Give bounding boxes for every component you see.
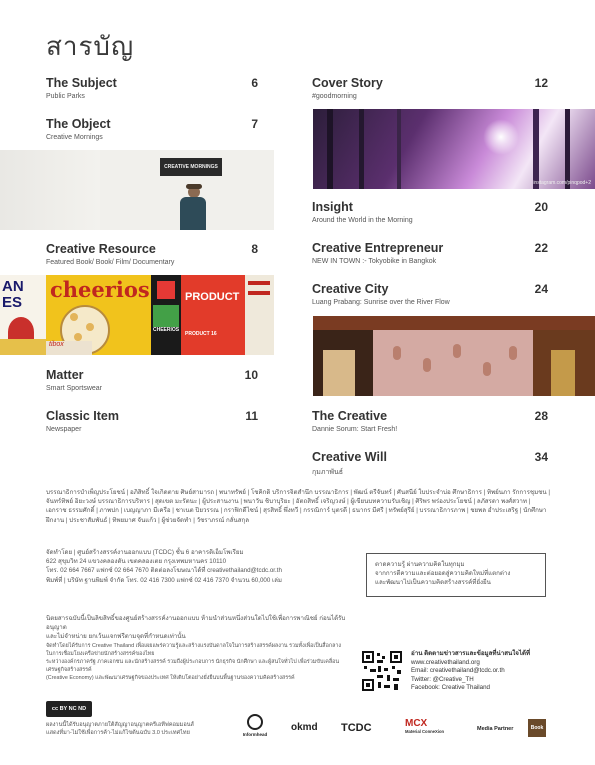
disclaimer-line: และไม่จำหน่าย ยกเว้นแจกฟรีตามจุดที่กำหนดเท่านั้น: [46, 633, 186, 641]
toc-entry-cover-story[interactable]: [312, 76, 548, 100]
toc-entry-classic-item[interactable]: [46, 409, 258, 433]
toc-entry-creative-resource[interactable]: [46, 242, 258, 266]
contact-info: [411, 650, 561, 693]
cover-photo-caption: instagram.com/pinqpod+2: [533, 180, 591, 186]
disclaimer-line: นิตยสารฉบับนี้เป็นลิขสิทธิ์ของศูนย์สร้างสรรค์งานออกแบบ ห้ามนำส่วนหนึ่งส่วนใดไปใช้เพื่อการพาณิชย์ ก่อนได้รับอนุญาต: [46, 615, 346, 632]
toc-entry-subtitle: Featured Book/ Book/ Film/ Documentary: [46, 259, 175, 266]
toc-entry-the-subject[interactable]: [46, 76, 258, 100]
tcdc-logo: TCDC: [341, 722, 372, 734]
toc-entry-subtitle: #goodmorning: [312, 93, 357, 100]
disclaimer-line: (Creative Economy) และพัฒนาเศรษฐกิจของประเทศ ให้เติบโตอย่างยั่งยืนบนพื้นฐานของความคิดสร้างสรรค์: [46, 675, 295, 681]
toc-entry-title: Classic Item: [46, 409, 119, 423]
book-logo: Book: [528, 719, 546, 737]
toc-entry-title: Matter: [46, 368, 84, 382]
okmd-logo: okmd: [291, 722, 318, 733]
address-line: 622 สุขุมวิท 24 แขวงคลองตัน เขตคลองเตย กรุงเทพมหานคร 10110: [46, 558, 227, 566]
media-partner-label: Media Partner: [477, 726, 514, 732]
address-line: โทร. 02 664 7667 แฟกซ์ 02 664 7670 ติดต่อลงโฆษณาได้ที่ creativethailand@tcdc.or.th: [46, 567, 282, 575]
toc-entry-title: Creative City: [312, 282, 389, 296]
toc-entry-page: 22: [534, 241, 548, 255]
twitter-link[interactable]: Twitter: @Creative_TH: [411, 675, 474, 683]
toc-entry-title: Insight: [312, 200, 353, 214]
page-title: สารบัญ: [46, 31, 135, 61]
disclaimer-line: ระหว่างองค์กรภาครัฐ ภาคเอกชน และนักสร้างสรรค์ รวมถึงผู้ประกอบการ นักธุรกิจ นักศึกษา และผู้สนใจทั่วไป เพื่อร่วมขับเคลื่อนเศรษฐกิจสร้างสรรค์: [46, 659, 340, 673]
license-text: [46, 721, 246, 737]
toc-entry-page: 12: [534, 76, 548, 90]
toc-entry-subtitle: Creative Mornings: [46, 134, 103, 141]
partial-box-text: AN: [2, 278, 24, 295]
contact-heading: อ่าน ติดตามข่าวสารและข้อมูลที่น่าสนใจได้ที่: [411, 650, 531, 657]
toc-entry-page: 8: [251, 242, 258, 256]
note-line: จากการตีความและต่อยอดสู่ความคิดใหม่ที่แตกต่าง: [375, 570, 511, 577]
staff-credits: บรรณาธิการบำเพ็ญประโยชน์ | อภิสิทธิ์ ใจเกิดตาย ศิษย์สามารถ | พนาทรัพย์ | โชคิกดิ บริการจิตสำนึก บรรณาธิการ | พัฒน์ ตรีจันทร์ | ศันสนีย์ ใบประจำบ่อ ศึกษาธิการ | ทิพย์นภา รักการชุมชน | จันทร์ทิพย์ อิยะวงษ์ บรรณาธิการบริหาร | สุดเขต มะรัตนะ | ผู้ประสานงาน | พนาวัน ชิบาบุริยะ | อัตถสิทธิ์ เจริญวงษ์ | ผู้เขียนบทความรับเชิญ | ศิริพร พร่องประโยชน์ | ลภัสรดา พงศ์สวาท | เอกราช ธรรมศักดิ์ | ภาพปก | เบญญาภา มีเครือ | ชาเนต ปิยวรรณ | กราฟิกดีไซน์ | สุรสิทธิ์ พึ่งทวี | กรรณิการ์ บุตรดี | ธนากร มีศรี | ทรัพย์สุรีย์ | บรรณาธิการภาพ | ชยพล อ่ำประเสริฐ | นักศึกษาฝึกงาน | ประชาสัมพันธ์ | ทิพยมาศ จันแก้ว | ผู้ช่วยจัดทำ | วัชราภรณ์ กลั่นสกุล: [46, 489, 550, 524]
creative-commons-badge[interactable]: cc BY NC ND: [46, 701, 92, 717]
toc-entry-subtitle: Around the World in the Morning: [312, 217, 413, 224]
toc-entry-subtitle: Newspaper: [46, 426, 82, 433]
toc-entry-matter[interactable]: [46, 368, 258, 392]
toc-entry-page: 34: [534, 450, 548, 464]
toc-entry-subtitle: NEW IN TOWN :- Tokyobike in Bangkok: [312, 258, 437, 265]
toc-entry-creative-city[interactable]: [312, 282, 548, 306]
address-line: จัดทำโดย | ศูนย์สร้างสรรค์งานออกแบบ (TCDC) ชั้น 6 อาคารดิเอ็มโพเรียม: [46, 549, 244, 556]
toc-entry-subtitle: Smart Sportswear: [46, 385, 103, 392]
toc-entry-creative-entrepreneur[interactable]: [312, 241, 548, 265]
toc-entry-page: 20: [534, 200, 548, 214]
informhead-logo: Informhead: [240, 714, 270, 737]
toc-entry-title: The Subject: [46, 76, 117, 90]
toc-entry-page: 28: [534, 409, 548, 423]
cover-story-photo: [313, 109, 595, 189]
license-line: ผลงานนี้ได้รับอนุญาตภายใต้สัญญาอนุญาตครีเอทีฟคอมมอนส์: [46, 722, 194, 728]
toc-entry-title: The Object: [46, 117, 111, 131]
creative-city-photo: [313, 316, 595, 396]
note-line: และพัฒนาไปเป็นความคิดสร้างสรรค์ที่ยั่งยืน: [375, 579, 491, 586]
facebook-link[interactable]: Facebook: Creative Thailand: [411, 684, 490, 691]
copyright-notice: [46, 614, 366, 642]
about-publication: [46, 642, 348, 682]
toc-entry-subtitle: กุมภาพันธ์: [312, 469, 344, 476]
toc-entry-insight[interactable]: [312, 200, 548, 224]
toc-entry-page: 11: [245, 409, 258, 423]
toc-entry-title: The Creative: [312, 409, 388, 423]
website-link[interactable]: www.creativethailand.org: [411, 658, 480, 666]
toc-entry-creative-will[interactable]: [312, 450, 548, 478]
toc-entry-the-creative[interactable]: [312, 409, 548, 433]
toc-entry-page: 7: [251, 117, 258, 131]
qr-code[interactable]: [362, 651, 402, 691]
creative-resource-photo: AN ES cheerios tibox CHEERIOS PRODUCT PRODUCT 16: [0, 275, 274, 355]
email-link[interactable]: Email: creativethailand@tcdc.or.th: [411, 667, 505, 674]
toc-entry-subtitle: Luang Prabang: Sunrise over the River Flow: [312, 299, 450, 306]
toc-entry-title: Creative Entrepreneur: [312, 241, 444, 255]
note-line: ตาดความรู้ ผ่านความคิดในทุกมุม: [375, 561, 465, 568]
cereal-brand: CHEERIOS: [153, 327, 180, 333]
disclaimer-line: จัดทำโดยได้รับการ Creative Thailand เพื่อเผยแพร่ความรู้และสร้างแรงบันดาลใจในการสร้างสรรค์ผลงาน รวมทั้งเพื่อเป็นสื่อกลาง ในการเชื่อมโยงเครือข่ายนักสร้างสรรค์ของไทย: [46, 643, 342, 657]
address-line: พิมพ์ที่ | บริษัท ฐานพิมพ์ จำกัด โทร. 02 416 7300 แฟกซ์ 02 416 7370 จำนวน 60,000 เล่ม: [46, 576, 282, 584]
toc-entry-page: 24: [534, 282, 548, 296]
product-box-title: PRODUCT: [185, 291, 240, 303]
toc-entry-title: Cover Story: [312, 76, 383, 90]
product-box-subtitle: PRODUCT 16: [185, 331, 217, 337]
license-line: แสดงที่มา-ไม่ใช้เพื่อการค้า-ไม่แก้ไขต้นฉบับ 3.0 ประเทศไทย: [46, 730, 190, 736]
partial-box-text: ES: [2, 294, 23, 311]
boxed-note: [366, 553, 546, 597]
toc-entry-the-object[interactable]: [46, 117, 258, 141]
creative-mornings-photo: [0, 150, 274, 230]
toc-entry-subtitle: Dannie Sorum: Start Fresh!: [312, 426, 398, 433]
cereal-logo: cheerios: [50, 277, 150, 302]
toc-entry-title: Creative Will: [312, 450, 387, 464]
toc-entry-page: 6: [251, 76, 258, 90]
toc-entry-title: Creative Resource: [46, 242, 156, 256]
publisher-address: [46, 548, 356, 585]
mcx-logo: MCX Material ConneXion: [405, 718, 445, 734]
toc-entry-subtitle: Public Parks: [46, 93, 85, 100]
creative-mornings-sign: CREATIVE MORNINGS: [160, 158, 222, 176]
toc-entry-page: 10: [244, 368, 258, 382]
